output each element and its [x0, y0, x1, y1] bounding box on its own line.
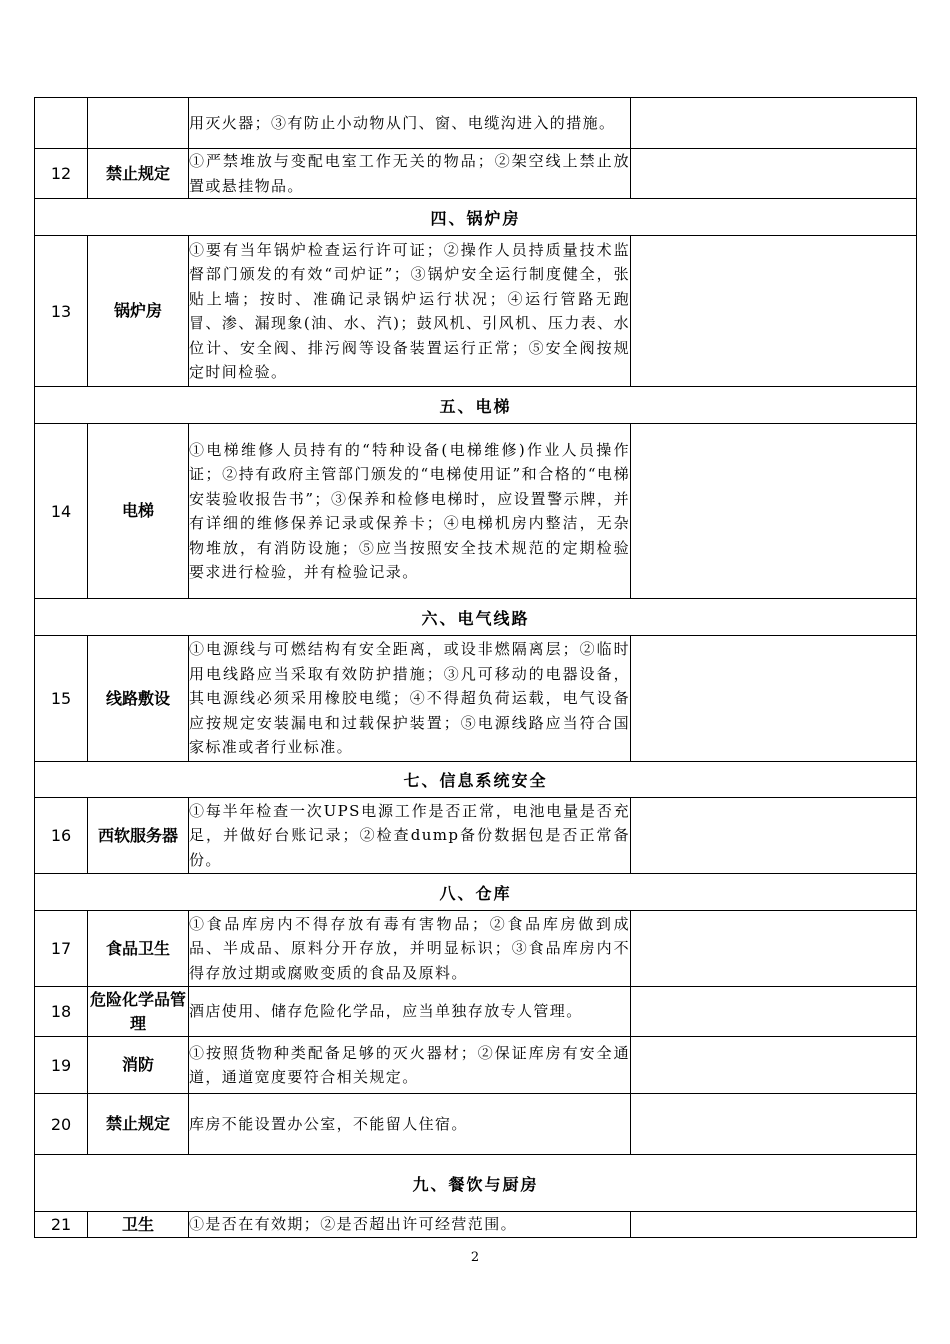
check-content: ①是否在有效期；②是否超出许可经营范围。 — [189, 1212, 631, 1238]
blank-cell — [631, 798, 917, 874]
table-row — [35, 149, 917, 199]
table-row — [35, 98, 917, 149]
blank-cell — [631, 1212, 917, 1238]
table-row — [35, 424, 917, 599]
row-number: 20 — [35, 1094, 88, 1155]
section-heading: 七、信息系统安全 — [35, 762, 917, 798]
blank-cell — [631, 98, 917, 149]
safety-inspection-table — [34, 97, 917, 1238]
row-number: 19 — [35, 1037, 88, 1094]
check-content: ①电源线与可燃结构有安全距离，或设非燃隔离层；②临时用电线路应当采取有效防护措施；③凡可移动的电器设备，其电源线必须采用橡胶电缆；④不得超负荷运载，电气设备应按规定安装漏电和过载保护装置；⑤电源线路应当符合国家标准或者行业标准。 — [189, 636, 631, 762]
check-content: ①每半年检查一次UPS电源工作是否正常，电池电量是否充足，并做好台账记录；②检查dump备份数据包是否正常备份。 — [189, 798, 631, 874]
row-number: 17 — [35, 911, 88, 987]
item-name: 电梯 — [88, 424, 189, 599]
check-content: 用灭火器；③有防止小动物从门、窗、电缆沟进入的措施。 — [189, 98, 631, 149]
item-name: 食品卫生 — [88, 911, 189, 987]
blank-cell — [631, 424, 917, 599]
table-row — [35, 911, 917, 987]
row-number — [35, 98, 88, 149]
section-heading: 八、仓库 — [35, 874, 917, 911]
item-name: 禁止规定 — [88, 1094, 189, 1155]
item-name: 线路敷设 — [88, 636, 189, 762]
table-row — [35, 1094, 917, 1155]
item-name: 消防 — [88, 1037, 189, 1094]
section-row — [35, 1155, 917, 1212]
row-number: 12 — [35, 149, 88, 199]
section-row — [35, 874, 917, 911]
table-row — [35, 636, 917, 762]
table-row — [35, 236, 917, 387]
row-number: 15 — [35, 636, 88, 762]
blank-cell — [631, 911, 917, 987]
check-content: ①按照货物种类配备足够的灭火器材；②保证库房有安全通道，通道宽度要符合相关规定。 — [189, 1037, 631, 1094]
blank-cell — [631, 149, 917, 199]
check-content: ①要有当年锅炉检查运行许可证；②操作人员持质量技术监督部门颁发的有效“司炉证”；③锅炉安全运行制度健全，张贴上墙；按时、准确记录锅炉运行状况；④运行管路无跑冒、渗、漏现象(油、水、汽)；鼓风机、引风机、压力表、水位计、安全阀、排污阀等设备装置运行正常；⑤安全阀按规定时间检验。 — [189, 236, 631, 387]
blank-cell — [631, 987, 917, 1037]
row-number: 21 — [35, 1212, 88, 1238]
blank-cell — [631, 636, 917, 762]
page-number: 2 — [470, 1250, 480, 1265]
table-row — [35, 798, 917, 874]
item-name: 卫生 — [88, 1212, 189, 1238]
row-number: 18 — [35, 987, 88, 1037]
row-number: 14 — [35, 424, 88, 599]
check-content: ①严禁堆放与变配电室工作无关的物品；②架空线上禁止放置或悬挂物品。 — [189, 149, 631, 199]
item-name: 禁止规定 — [88, 149, 189, 199]
section-row — [35, 599, 917, 636]
section-row — [35, 762, 917, 798]
table-row — [35, 987, 917, 1037]
table-row — [35, 1212, 917, 1238]
section-heading: 五、电梯 — [35, 387, 917, 424]
section-heading: 六、电气线路 — [35, 599, 917, 636]
check-content: 酒店使用、储存危险化学品，应当单独存放专人管理。 — [189, 987, 631, 1037]
item-name — [88, 98, 189, 149]
blank-cell — [631, 236, 917, 387]
section-heading: 九、餐饮与厨房 — [35, 1155, 917, 1212]
item-name: 危险化学品管理 — [88, 987, 189, 1037]
blank-cell — [631, 1037, 917, 1094]
section-heading: 四、锅炉房 — [35, 199, 917, 236]
row-number: 16 — [35, 798, 88, 874]
blank-cell — [631, 1094, 917, 1155]
item-name: 西软服务器 — [88, 798, 189, 874]
row-number: 13 — [35, 236, 88, 387]
check-content: 库房不能设置办公室，不能留人住宿。 — [189, 1094, 631, 1155]
section-row — [35, 199, 917, 236]
check-content: ①电梯维修人员持有的“特种设备(电梯维修)作业人员操作证；②持有政府主管部门颁发的“电梯使用证”和合格的“电梯安装验收报告书”；③保养和检修电梯时，应设置警示牌，并有详细的维修保养记录或保养卡；④电梯机房内整洁，无杂物堆放，有消防设施；⑤应当按照安全技术规范的定期检验要求进行检验，并有检验记录。 — [189, 424, 631, 599]
section-row — [35, 387, 917, 424]
item-name: 锅炉房 — [88, 236, 189, 387]
check-content: ①食品库房内不得存放有毒有害物品；②食品库房做到成品、半成品、原料分开存放，并明显标识；③食品库房内不得存放过期或腐败变质的食品及原料。 — [189, 911, 631, 987]
table-row — [35, 1037, 917, 1094]
